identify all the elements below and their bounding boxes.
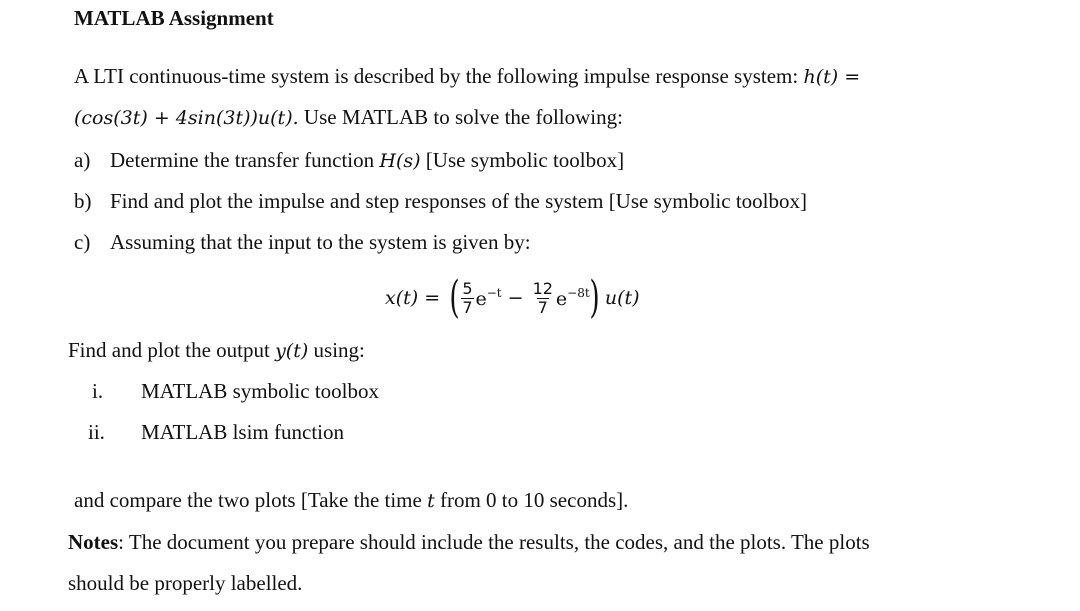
- left-paren: (: [449, 272, 460, 323]
- intro-line-1: [74, 64, 860, 89]
- fraction-2: [532, 278, 554, 317]
- item-label: c): [74, 230, 91, 254]
- minus-sign: −: [507, 287, 524, 309]
- method-text-2: MATLAB lsim function: [141, 420, 344, 444]
- compare-line: [74, 488, 628, 513]
- item-text: Determine the transfer function: [110, 148, 380, 172]
- item-label: a): [74, 148, 91, 172]
- notes-line-1: [68, 530, 870, 555]
- time-var: t: [427, 490, 435, 512]
- fraction-1-numerator: 5: [462, 278, 473, 298]
- item-label: b): [74, 189, 92, 213]
- item-text-post: [Use symbolic toolbox]: [420, 148, 625, 172]
- right-paren: ): [589, 272, 600, 323]
- find-output-line: [68, 338, 365, 363]
- notes-text: : The document you prepare should include the results, the codes, and the plots. The plots: [118, 530, 870, 554]
- list-item-a: [74, 148, 624, 173]
- compare-text: and compare the two plots [Take the time: [74, 488, 428, 512]
- notes-line-2: should be properly labelled.: [68, 571, 303, 595]
- find-text: Find and plot the output: [68, 338, 276, 362]
- method-number-2: ii.: [88, 420, 105, 444]
- equation-tail: u(t): [604, 287, 640, 309]
- output-math: y(t): [275, 340, 309, 362]
- fraction-1-denominator: 7: [462, 297, 473, 317]
- fraction-1: [461, 278, 473, 317]
- impulse-response-lhs: h(t) =: [803, 66, 861, 88]
- exponent-2: −8t: [567, 286, 590, 300]
- list-item-c: [74, 230, 531, 255]
- exponent-1: −t: [486, 286, 502, 300]
- intro-line-2: [74, 105, 623, 130]
- fraction-2-numerator: 12: [532, 278, 553, 298]
- equation-lhs: x(t) =: [385, 287, 441, 309]
- page-title: MATLAB Assignment: [74, 6, 274, 30]
- item-text: Assuming that the input to the system is given by:: [110, 230, 531, 254]
- intro-text: A LTI continuous-time system is described by the following impulse response system:: [74, 64, 804, 88]
- method-text-1: MATLAB symbolic toolbox: [141, 379, 380, 403]
- notes-label: Notes: [68, 530, 119, 554]
- compare-text-post: from 0 to 10 seconds].: [434, 488, 629, 512]
- method-number-1: i.: [92, 379, 104, 403]
- input-equation: x(t) = ( $\frac{5}{7}$ $e^{-t}$ − $\frac{12}{7}$ $e^{-8t}$ ) u(t): [385, 272, 640, 323]
- intro-text-2: Use MATLAB to solve the following:: [298, 105, 623, 129]
- list-item-b: [74, 189, 807, 214]
- fraction-2-denominator: 7: [537, 297, 548, 317]
- find-text-post: using:: [308, 338, 365, 362]
- item-math: H(s): [379, 150, 421, 172]
- item-text: Find and plot the impulse and step responses of the system [Use symbolic toolbox]: [110, 189, 807, 213]
- impulse-response-rhs: (cos(3t) + 4sin(3t))u(t).: [74, 107, 299, 129]
